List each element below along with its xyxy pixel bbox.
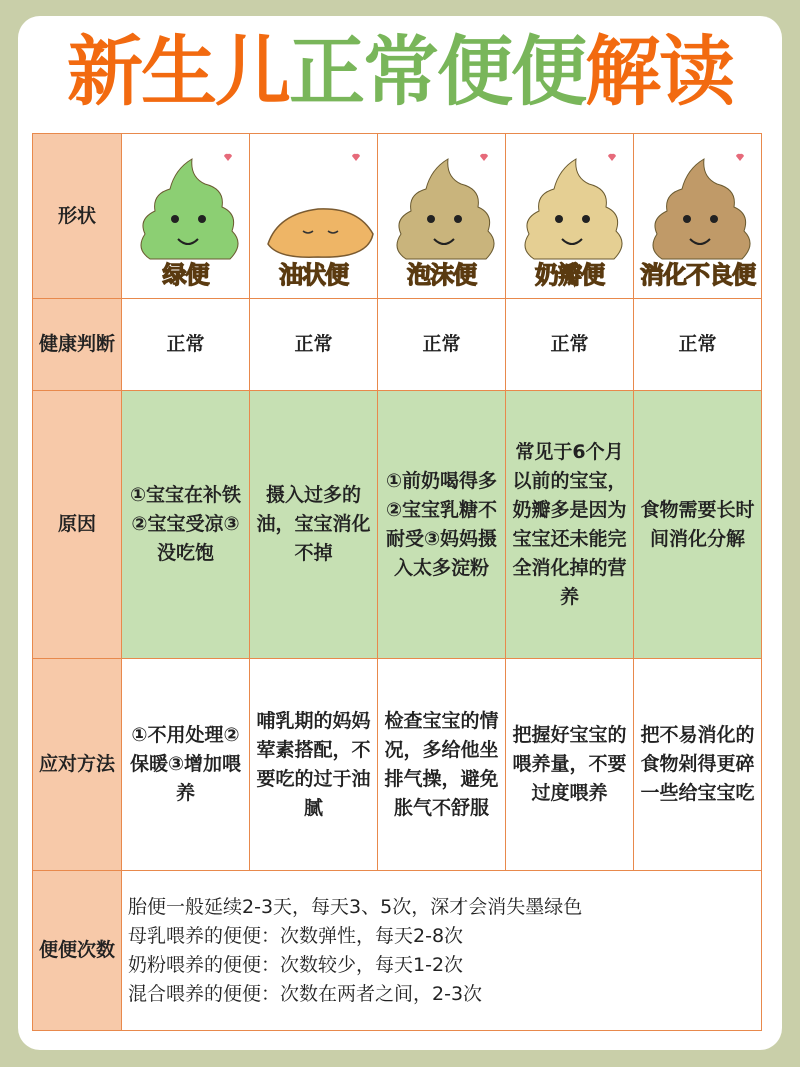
frequency-line: 混合喂养的便便：次数在两者之间，2-3次 xyxy=(128,982,483,1005)
frequency-row xyxy=(33,871,762,1031)
reason-cell: 摄入过多的油，宝宝消化不掉 xyxy=(250,391,378,659)
method-cell: 把握好宝宝的喂养量，不要过度喂养 xyxy=(506,659,634,871)
method-cell: 把不易消化的食物剁得更碎一些给宝宝吃 xyxy=(634,659,762,871)
title-part3: 解读 xyxy=(585,27,733,116)
shape-cell xyxy=(506,134,634,299)
frequency-cell xyxy=(122,871,762,1031)
stool-table xyxy=(32,133,762,1031)
stool-type-name: 泡沫便 xyxy=(407,260,476,289)
frequency-line: 母乳喂养的便便：次数弹性，每天2-8次 xyxy=(128,924,464,947)
health-row xyxy=(33,299,762,391)
frequency-line: 奶粉喂养的便便：次数较少，每天1-2次 xyxy=(128,953,464,976)
stool-illustration-icon xyxy=(386,149,506,269)
health-cell: 正常 xyxy=(250,299,378,391)
method-cell: 检查宝宝的情况，多给他坐排气操，避免胀气不舒服 xyxy=(378,659,506,871)
frequency-line: 胎便一般延续2-3天，每天3、5次，深才会消失墨绿色 xyxy=(128,895,583,918)
stool-type-name: 奶瓣便 xyxy=(535,260,604,289)
health-cell: 正常 xyxy=(634,299,762,391)
health-cell: 正常 xyxy=(122,299,250,391)
stool-type-name: 绿便 xyxy=(162,260,209,289)
stool-illustration-icon xyxy=(258,149,378,269)
row-label-frequency: 便便次数 xyxy=(33,871,122,1031)
stool-illustration-icon xyxy=(130,149,250,269)
stool-illustration-icon xyxy=(514,149,634,269)
stool-type-name: 消化不良便 xyxy=(640,260,755,289)
reason-cell: ①宝宝在补铁②宝宝受凉③没吃饱 xyxy=(122,391,250,659)
reason-row xyxy=(33,391,762,659)
shape-cell xyxy=(250,134,378,299)
reason-cell: 食物需要长时间消化分解 xyxy=(634,391,762,659)
method-cell: ①不用处理②保暖③增加喂养 xyxy=(122,659,250,871)
page-title xyxy=(0,22,800,122)
title-part1: 新生儿 xyxy=(67,27,289,116)
row-label-reason: 原因 xyxy=(33,391,122,659)
health-cell: 正常 xyxy=(506,299,634,391)
shape-cell xyxy=(634,134,762,299)
method-row xyxy=(33,659,762,871)
health-cell: 正常 xyxy=(378,299,506,391)
shape-row xyxy=(33,134,762,299)
row-label-method: 应对方法 xyxy=(33,659,122,871)
row-label-health: 健康判断 xyxy=(33,299,122,391)
stool-type-name: 油状便 xyxy=(279,260,348,289)
shape-cell xyxy=(122,134,250,299)
reason-cell: 常见于6个月以前的宝宝，奶瓣多是因为宝宝还未能完全消化掉的营养 xyxy=(506,391,634,659)
row-label-shape: 形状 xyxy=(33,134,122,299)
title-part2: 正常便便 xyxy=(289,27,585,116)
stool-illustration-icon xyxy=(642,149,762,269)
reason-cell: ①前奶喝得多②宝宝乳糖不耐受③妈妈摄入太多淀粉 xyxy=(378,391,506,659)
method-cell: 哺乳期的妈妈荤素搭配，不要吃的过于油腻 xyxy=(250,659,378,871)
shape-cell xyxy=(378,134,506,299)
